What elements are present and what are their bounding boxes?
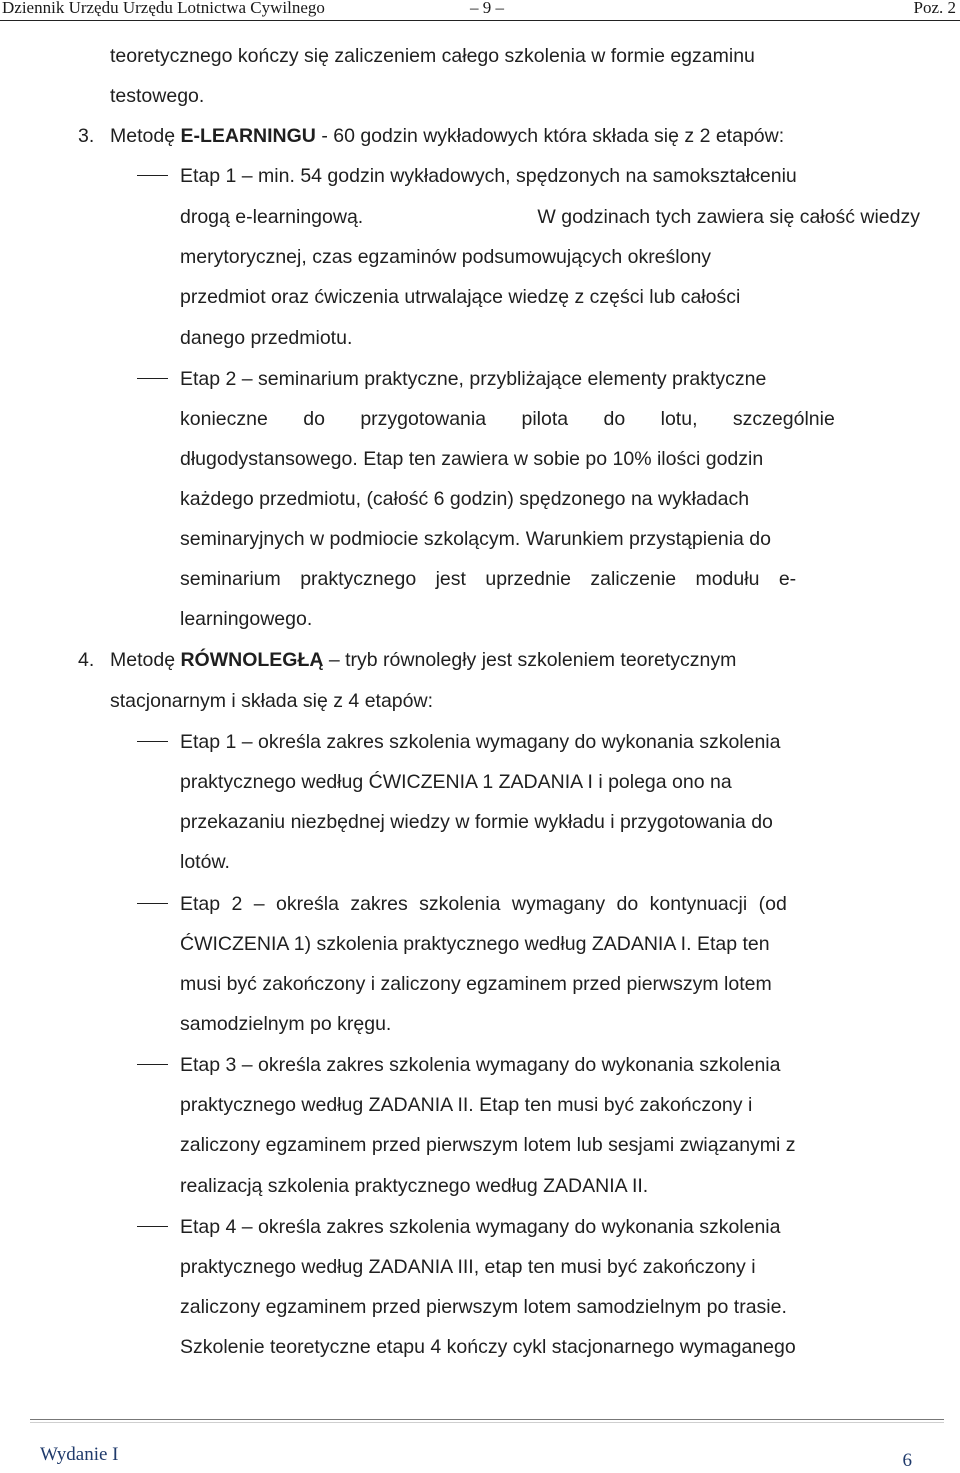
list-item-line: zaliczony egzaminem przed pierwszym lotem lub sesjami związanymi z [180, 1134, 796, 1156]
method-name: E-LEARNINGU [180, 125, 316, 147]
dash-bullet [137, 175, 168, 176]
list-item-heading: Metodę E-LEARNINGU - 60 godzin wykładowych która składa się z 2 etapów: [110, 125, 785, 147]
list-item-line: musi być zakończony i zaliczony egzaminem przed pierwszym lotem [180, 973, 772, 995]
list-item-line: Etap 1 – określa zakres szkolenia wymagany do wykonania szkolenia [180, 731, 781, 753]
list-number: 4. [78, 649, 95, 671]
dash-bullet [137, 378, 168, 379]
footer-rule [30, 1419, 944, 1420]
list-item-line: Etap 2 – określa zakres szkolenia wymagany do kontynuacji (od [180, 893, 787, 915]
list-item-line: przedmiot oraz ćwiczenia utrwalające wiedzę z części lub całości [180, 286, 741, 308]
list-item-line: realizacją szkolenia praktycznego według ZADANIA II. [180, 1175, 649, 1197]
list-item-line: Etap 3 – określa zakres szkolenia wymagany do wykonania szkolenia [180, 1054, 781, 1076]
list-item-line: praktycznego według ZADANIA III, etap ten musi być zakończony i [180, 1256, 756, 1278]
list-item-line: seminaryjnych w podmiocie szkolącym. Warunkiem przystąpienia do [180, 528, 771, 550]
list-item-line: zaliczony egzaminem przed pierwszym lotem samodzielnym po trasie. [180, 1296, 787, 1318]
list-item-line: konieczne do przygotowania pilota do lotu, szczególnie [180, 408, 835, 430]
paragraph-line: testowego. [110, 85, 205, 107]
page-number: 6 [902, 1450, 912, 1471]
list-item-line: seminarium praktycznego jest uprzednie zaliczenie modułu e- [180, 568, 797, 590]
page-number-header: – 9 – [470, 0, 504, 17]
journal-title: Dziennik Urzędu Urzędu Lotnictwa Cywilnego [2, 0, 325, 17]
dash-bullet [137, 903, 168, 904]
list-item-line: stacjonarnym i składa się z 4 etapów: [110, 690, 433, 712]
list-item-line: Etap 1 – min. 54 godzin wykładowych, spędzonych na samokształceniu [180, 165, 797, 187]
list-item-line: drogą e-learningową. W godzinach tych zawiera się całość wiedzy [180, 206, 920, 228]
list-item-line: learningowego. [180, 608, 313, 630]
list-item-line: danego przedmiotu. [180, 327, 353, 349]
list-item-line: ĆWICZENIA 1) szkolenia praktycznego według ZADANIA I. Etap ten [180, 933, 770, 955]
list-item-line: Szkolenie teoretyczne etapu 4 kończy cykl stacjonarnego wymaganego [180, 1336, 796, 1358]
list-item-line: merytorycznej, czas egzaminów podsumowujących określony [180, 246, 712, 268]
dash-bullet [137, 1064, 168, 1065]
list-item-line: lotów. [180, 851, 230, 873]
footer-rule-secondary [30, 1422, 944, 1423]
header-rule [0, 20, 960, 21]
list-number: 3. [78, 125, 95, 147]
dash-bullet [137, 741, 168, 742]
list-item-line: Etap 4 – określa zakres szkolenia wymagany do wykonania szkolenia [180, 1216, 781, 1238]
position-number: Poz. 2 [913, 0, 956, 17]
list-item-line: praktycznego według ĆWICZENIA 1 ZADANIA I i polega ono na [180, 771, 732, 793]
list-item-line: Etap 2 – seminarium praktyczne, przybliżające elementy praktyczne [180, 368, 767, 390]
list-item-line: długodystansowego. Etap ten zawiera w sobie po 10% ilości godzin [180, 448, 764, 470]
list-item-heading: Metodę RÓWNOLEGŁĄ – tryb równoległy jest szkoleniem teoretycznym [110, 649, 737, 671]
list-item-line: samodzielnym po kręgu. [180, 1013, 392, 1035]
dash-bullet [137, 1226, 168, 1227]
edition-label: Wydanie I [40, 1444, 119, 1465]
list-item-line: praktycznego według ZADANIA II. Etap ten musi być zakończony i [180, 1094, 753, 1116]
method-name: RÓWNOLEGŁĄ [180, 649, 324, 671]
paragraph-line: teoretycznego kończy się zaliczeniem całego szkolenia w formie egzaminu [110, 45, 755, 67]
list-item-line: każdego przedmiotu, (całość 6 godzin) spędzonego na wykładach [180, 488, 750, 510]
page-header [0, 0, 960, 22]
list-item-line: przekazaniu niezbędnej wiedzy w formie wykładu i przygotowania do [180, 811, 773, 833]
